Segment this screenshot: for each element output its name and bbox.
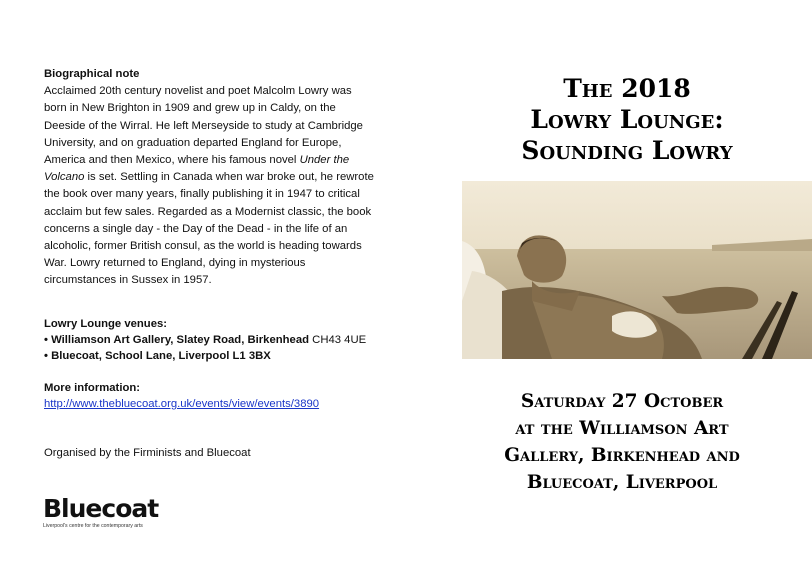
venues-section	[44, 316, 404, 364]
venues-heading: Lowry Lounge venues:	[44, 318, 168, 330]
title-line: The 2018	[563, 74, 691, 103]
date-line: Saturday 27 October	[520, 391, 724, 412]
venue-text: • Williamson Art Gallery, Slatey Road, Birkenhead	[44, 334, 313, 346]
venue-text: • Bluecoat, School Lane, Liverpool L1 3BX	[44, 350, 271, 362]
logo-wordmark: Bluecoat	[43, 494, 159, 523]
venue-item	[44, 348, 404, 364]
more-information-section	[44, 380, 404, 412]
event-title	[462, 73, 792, 166]
biographical-note	[44, 66, 374, 290]
event-date-venue	[452, 388, 792, 496]
more-info-heading: More information:	[44, 382, 141, 394]
bluecoat-logo	[43, 496, 158, 529]
venue-postcode: CH43 4UE	[312, 334, 367, 346]
event-link[interactable]: http://www.thebluecoat.org.uk/events/view/events/3890	[44, 398, 320, 410]
bio-text-part: is set. Settling in Canada when war broke out, he rewrote the book over many years, finally publishing it in 1947 to critical acclaim but few sales. Regarded as a Modernist classic, the book concerns a single day - the Day of the Dead - in the life of an alcoholic, former British consul, as the world is heading towards War. Lowry returned to England, dying in mysterious circumstances in Sussex in 1957.	[44, 171, 374, 287]
title-line: Sounding Lowry	[521, 136, 733, 165]
lowry-photograph	[462, 181, 812, 359]
venue-item	[44, 332, 404, 348]
novel-title: Under the Volcano	[44, 154, 350, 184]
logo-tagline: Liverpool's centre for the contemporary arts	[43, 523, 143, 529]
date-line: Bluecoat, Liverpool	[526, 472, 718, 493]
bio-heading: Biographical note	[44, 68, 140, 80]
date-line: at the Williamson Art	[515, 418, 729, 439]
bio-text-part: Acclaimed 20th century novelist and poet Malcolm Lowry was born in New Brighton in 1909 and grew up in Caldy, on the Deeside of the Wirral. He left Merseyside to study at Cambridge University, and on graduation departed England for Europe, America and then Mexico, where his famous novel	[44, 85, 363, 167]
date-line: Gallery, Birkenhead and	[504, 445, 740, 466]
bio-text	[44, 83, 374, 289]
title-line: Lowry Lounge:	[530, 105, 724, 134]
organised-by: Organised by the Firminists and Bluecoat	[44, 447, 251, 459]
